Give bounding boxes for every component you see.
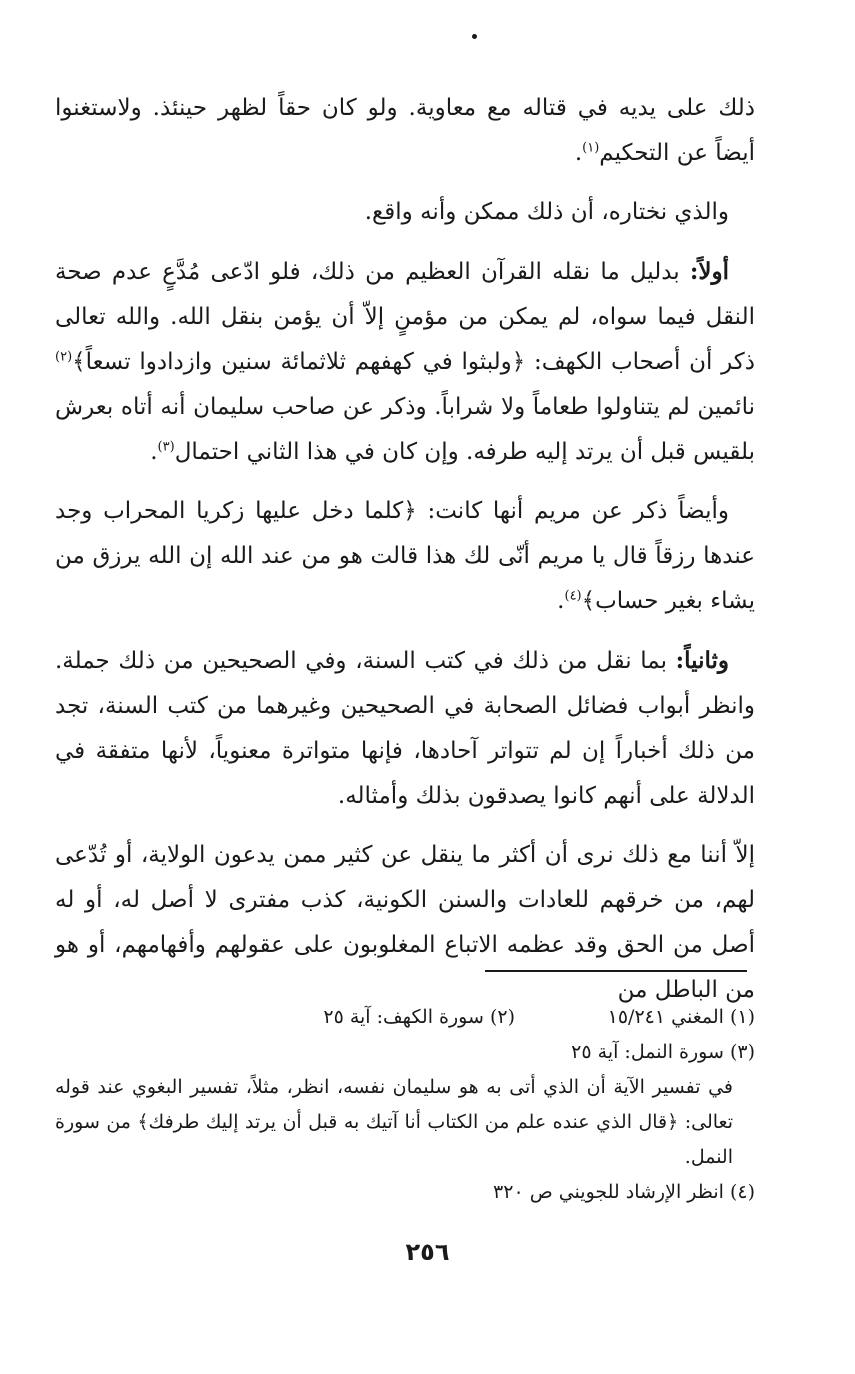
footnote-ref-4: (٤) [564,588,582,604]
paragraph-3-text-b: نائمين لم يتناولوا طعاماً ولا شراباً. وذكر عن صاحب سليمان أنه أتاه بعرش بلقيس قبل أن يرتد إليه طرفه. وإن كان في هذا الثاني احتمال [55,394,755,465]
footnote-ref-1: (١) [582,140,600,156]
footnote-row-1-2 [55,1000,755,1035]
paragraph-3-end: . [150,439,158,465]
main-text [55,86,755,1023]
paragraph-6-text: إلاّ أننا مع ذلك نرى أن أكثر ما ينقل عن كثير ممن يدعون الولاية، أو تُدّعى لهم، من خرقهم للعادات والسنن الكونية، كذب مفترى لا أصل له، أو له أصل من الحق وقد عظمه الاتباع المغلوبون على عقولهم وأفهامهم، أو هو من الباطل من [55,842,755,1003]
paragraph-1 [55,86,755,176]
paragraph-5-lead: وثانياً: [675,647,729,674]
paragraph-1-text: ذلك على يديه في قتاله مع معاوية. ولو كان حقاً لظهر حينئذ. ولاستغنوا أيضاً عن التحكيم [55,95,755,166]
paragraph-3-text-a: بدليل ما نقله القرآن العظيم من ذلك، فلو ادّعى مُدَّعٍ عدم صحة النقل فيما سواه، لم يمكن من مؤمنٍ إلاّ أن يؤمن بنقل الله. والله تعالى ذكر أن أصحاب الكهف: ﴿ولبثوا في كهفهم ثلاثمائة سنين وازدادوا تسعاً﴾ [55,259,755,375]
footnote-4: (٤) انظر الإرشاد للجويني ص ٣٢٠ [493,1181,755,1203]
page-number: ٢٥٦ [405,1238,450,1266]
footnote-divider [485,970,747,972]
paragraph-4-text: وأيضاً ذكر عن مريم أنها كانت: ﴿كلما دخل عليها زكريا المحراب وجد عندها رزقاً قال يا مريم أنّى لك هذا قالت هو من عند الله إن الله يرزق من يشاء بغير حساب﴾ [55,498,755,614]
paragraph-6 [55,833,755,1013]
top-dot-mark [472,34,477,39]
paragraph-5 [55,638,755,819]
footnote-3-text: في تفسير الآية أن الذي أتى به هو سليمان نفسه، انظر، مثلاً، تفسير البغوي عند قوله تعالى: ﴿قال الذي عنده علم من الكتاب أنا آتيك به قبل أن يرتد إليك طرفك﴾ من سورة النمل. [55,1076,733,1168]
paragraph-2 [55,190,755,235]
paragraph-4-end: . [557,588,565,614]
paragraph-3-lead: أولاً: [689,258,729,285]
footnote-1: (١) المغني ١٥/٢٤١ [607,1006,755,1028]
footnote-ref-2: (٢) [55,349,73,365]
paragraph-4 [55,489,755,624]
footnotes [55,1000,755,1210]
footnote-3: (٣) سورة النمل: آية ٢٥ [571,1041,755,1063]
footnote-ref-3: (٣) [157,439,175,455]
paragraph-3 [55,249,755,475]
paragraph-5-text: بما نقل من ذلك في كتب السنة، وفي الصحيحين من ذلك جملة. وانظر أبواب فضائل الصحابة في الصحيحين وغيرهما من كتب السنة، تجد من ذلك أخباراً إن لم تتواتر آحادها، فإنها متواترة معنوياً، لأنها متفقة في الدلالة على أنهم كانوا يصدقون بذلك وأمثاله. [55,648,755,809]
footnote-2: (٢) سورة الكهف: آية ٢٥ [323,1006,515,1028]
paragraph-2-text: والذي نختاره، أن ذلك ممكن وأنه واقع. [364,199,729,225]
paragraph-1-end: . [574,140,583,166]
